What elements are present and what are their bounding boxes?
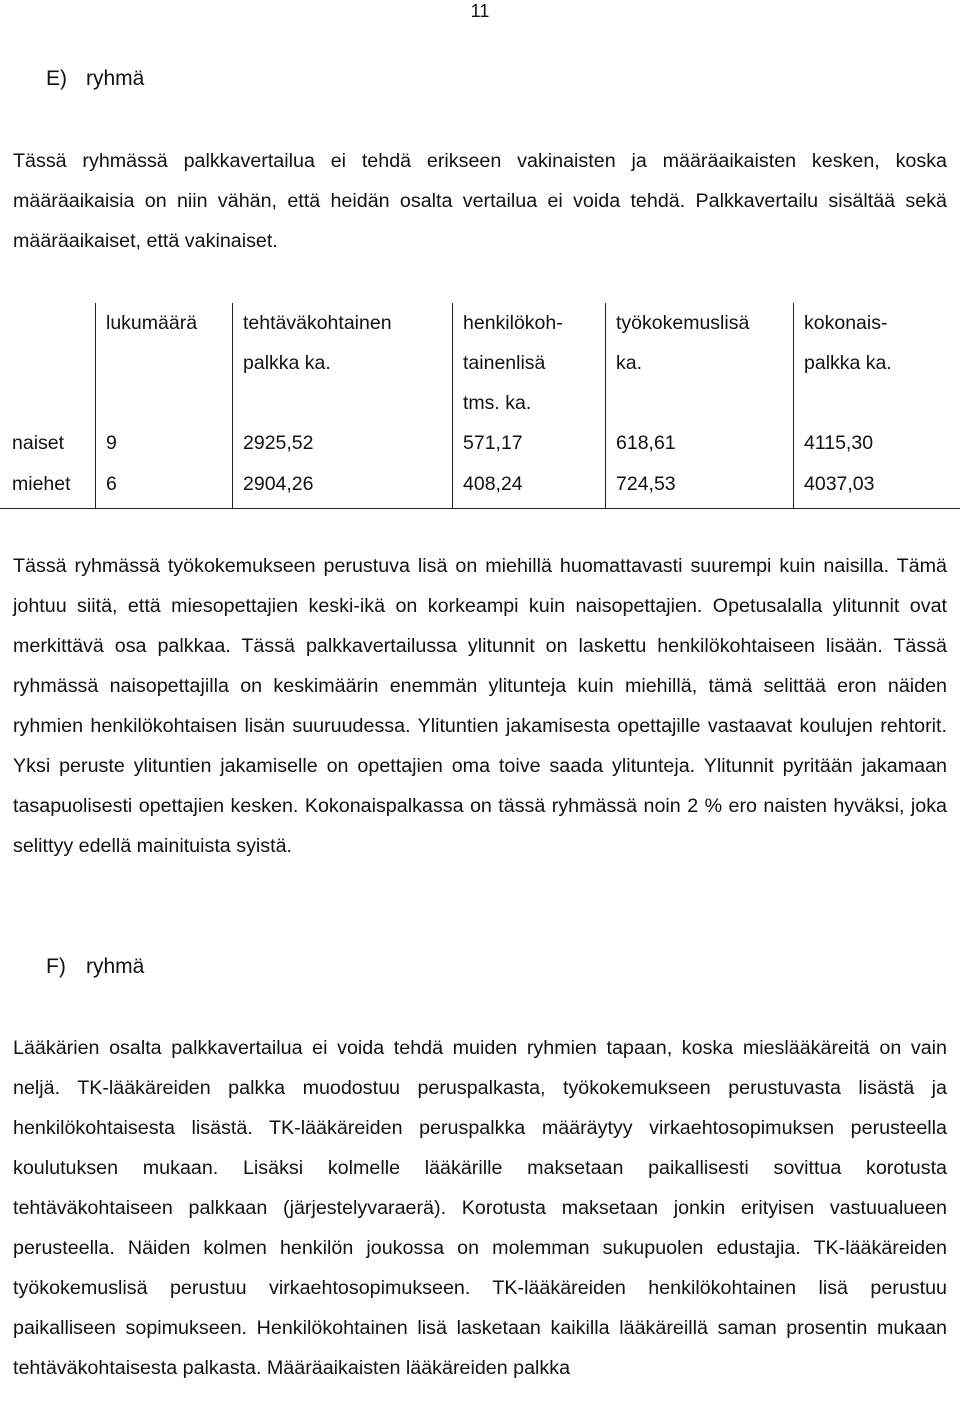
section-f-heading	[46, 953, 144, 981]
table-cell: 2925,52	[243, 432, 314, 454]
table-cell: 408,24	[463, 473, 523, 495]
table-cell: 9	[106, 432, 117, 454]
table-cell: 724,53	[616, 473, 676, 495]
salary-table	[0, 303, 960, 509]
table-header-experience-bonus: työkokemuslisä ka.	[616, 312, 750, 374]
table-divider	[232, 303, 233, 509]
table-divider	[95, 303, 96, 509]
table-row-label: naiset	[12, 432, 65, 454]
table-row-label: miehet	[12, 473, 71, 495]
section-e-title: ryhmä	[86, 67, 145, 90]
section-e-intro: Tässä ryhmässä palkkavertailua ei tehdä erikseen vakinaisten ja määräaikaisten kesken, koska määräaikaisia on niin vähän, että heidän osalta vertailua ei voida tehdä. Palkkavertailu sisältää sekä määräaikaiset, että vakinaiset.	[13, 150, 947, 252]
section-f-letter: F)	[46, 955, 66, 978]
page-number: 11	[470, 1, 490, 21]
table-header-personal-bonus: henkilökoh- tainenlisä tms. ka.	[463, 312, 563, 414]
table-cell: 2904,26	[243, 473, 314, 495]
section-f-body: Lääkärien osalta palkkavertailua ei voida tehdä muiden ryhmien tapaan, koska mieslääkäreitä on vain neljä. TK-lääkäreiden palkka muodostuu peruspalkasta, työkokemukseen perustuvasta lisästä ja henkilökohtaisesta lisästä. TK-lääkäreiden peruspalkka määräytyy virkaehtosopimuksen perusteella koulutuksen mukaan. Lisäksi kolmelle lääkärille maksetaan paikallisesti sovittua korotusta tehtäväkohtaiseen palkkaan (järjestelyvaraerä). Korotusta maksetaan jonkin erityisen vastuualueen perusteella. Näiden kolmen henkilön joukossa on molemman sukupuolen edustajia. TK-lääkäreiden työkokemuslisä perustuu virkaehtosopimukseen. TK-lääkäreiden henkilökohtainen lisä perustuu paikalliseen sopimukseen. Henkilökohtainen lisä lasketaan kaikilla lääkäreillä saman prosentin mukaan tehtäväkohtaisesta palkasta. Määräaikaisten lääkäreiden palkka	[13, 1037, 947, 1379]
section-e-heading	[46, 65, 144, 93]
table-cell: 6	[106, 473, 117, 495]
table-header-total-salary: kokonais- palkka ka.	[804, 312, 892, 374]
table-divider	[793, 303, 794, 509]
section-e-letter: E)	[46, 67, 67, 90]
table-divider	[452, 303, 453, 509]
table-cell: 4115,30	[804, 432, 874, 454]
table-header-task-salary: tehtäväkohtainen palkka ka.	[243, 312, 392, 374]
table-header-count: lukumäärä	[106, 312, 198, 334]
table-divider	[605, 303, 606, 509]
table-cell: 4037,03	[804, 473, 875, 495]
table-cell: 618,61	[616, 432, 676, 454]
section-e-analysis: Tässä ryhmässä työkokemukseen perustuva lisä on miehillä huomattavasti suurempi kuin naisilla. Tämä johtuu siitä, että miesopettajien keski-ikä on korkeampi kuin naisopettajien. Opetusalalla ylitunnit ovat merkittävä osa palkkaa. Tässä palkkavertailussa ylitunnit on laskettu henkilökohtaiseen lisään. Tässä ryhmässä naisopettajilla on keskimäärin enemmän ylitunteja kuin miehillä, tämä selittää eron näiden ryhmien henkilökohtaisen lisän suuruudessa. Ylituntien jakamisesta opettajille vastaavat koulujen rehtorit. Yksi peruste ylituntien jakamiselle on opettajien oma toive saada ylitunteja. Ylitunnit pyritään jakamaan tasapuolisesti opettajien kesken. Kokonaispalkassa on tässä ryhmässä noin 2 % ero naisten hyväksi, joka selittyy edellä mainituista syistä.	[13, 555, 947, 857]
table-cell: 571,17	[463, 432, 523, 454]
section-f-title: ryhmä	[86, 955, 145, 978]
table-bottom-border	[0, 508, 960, 509]
